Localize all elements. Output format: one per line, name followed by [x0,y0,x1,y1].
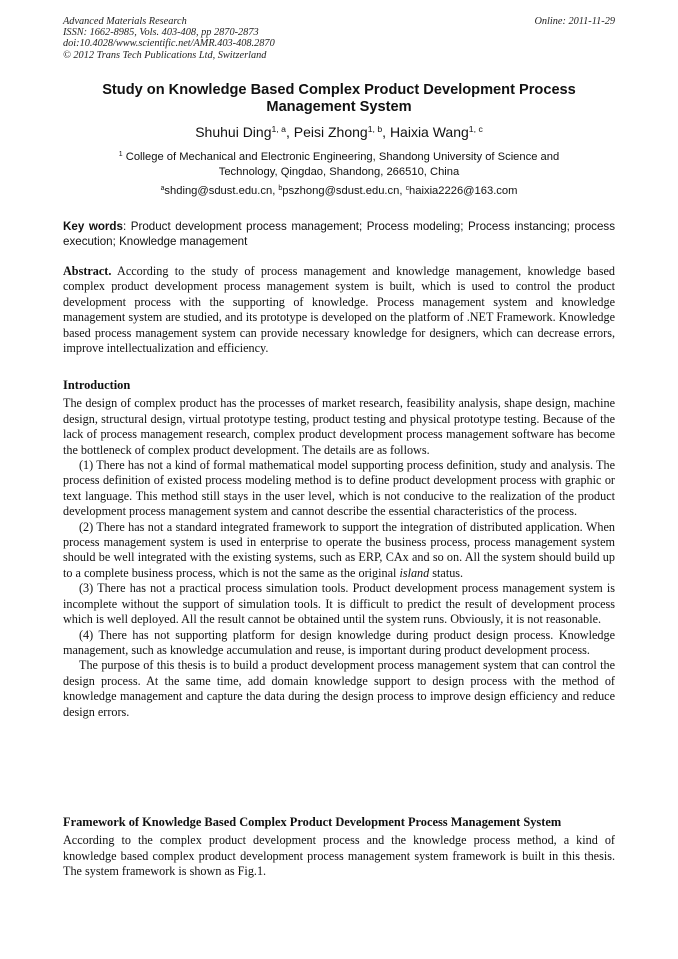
author-name: Shuhui Ding [195,124,272,140]
framework-heading: Framework of Knowledge Based Complex Product Development Process Management System [63,815,562,829]
paragraph: The design of complex product has the processes of market research, feasibility analysis, shape design, machine design, structural design, virtual prototype testing, product testing and physical prototype testing. Because of the lack of process management research, complex product development process management software has become the bottleneck of complex product development. The details are as follows. [63,396,615,457]
title-line-1: Study on Knowledge Based Complex Product Development Process [102,82,576,98]
framework-section [63,815,615,880]
email-list [63,184,615,199]
abstract-label: Abstract. [63,264,112,278]
issn-line: ISSN: 1662-8985, Vols. 403-408, pp 2870-2873 [63,27,259,39]
affiliation-mark: 1 [118,151,123,159]
affiliation [70,150,608,180]
email-mark: b [278,185,283,193]
title-line-2: Management System [266,99,412,115]
introduction-heading: Introduction [63,378,131,392]
affiliation-line-2: Technology, Qingdao, Shandong, 266510, China [218,166,460,178]
author-mark: 1, a [271,124,286,135]
email-link[interactable]: shding@sdust.edu.cn [164,185,273,197]
author-separator: , [285,124,294,140]
journal-name: Advanced Materials Research [63,16,187,27]
online-date: Online: 2011-11-29 [534,16,615,27]
email-separator: , [399,185,406,197]
journal-header [63,16,483,61]
paragraph: (3) There has not a practical process simulation tools. Product development process management system is incomplete without the support of simulation tools. It is difficult to predict the result of development process which is well deployed. All the result cannot be obtained until the system runs. Obviously, it is not reasonable. [63,581,615,627]
email-mark: a [160,185,165,193]
author-mark: 1, c [468,124,483,135]
email-link[interactable]: pszhong@sdust.edu.cn [282,185,400,197]
keywords [63,220,615,249]
author-name: Peisi Zhong [293,124,368,140]
email-separator: , [272,185,279,197]
paragraph: According to the complex product development process and the knowledge process method, a kind of knowledge based complex product development process management system framework is built in this thesis. The system framework is shown as Fig.1. [63,833,615,879]
introduction-section [63,378,615,720]
paragraph: (4) There has not supporting platform for design knowledge during product design process. Knowledge management, such as knowledge accumulation and reuse, is important during product development process. [63,627,615,657]
copyright-line: © 2012 Trans Tech Publications Ltd, Switzerland [63,49,267,61]
emphasis-island: island [399,565,430,580]
affiliation-line-1: College of Mechanical and Electronic Engineering, Shandong University of Science and [125,151,560,163]
paper-title [63,82,615,116]
author-mark: 1, b [367,124,383,135]
email-mark: c [405,185,410,193]
keywords-label: Key words [63,220,123,233]
author-separator: , [382,124,390,140]
author-list [63,124,615,141]
email-link[interactable]: haixia2226@163.com [409,185,518,197]
paragraph: (2) There has not a standard integrated framework to support the integration of distributed application. When process management system is used in enterprise to operate the business process, process management system should be well integrated with the existing systems, such as ERP, CAx and so on. All the system should build up to a complete business process, which is not the same as the original island status. [63,519,615,580]
keywords-text: : Product development process management; Process modeling; Process instancing; process execution; Knowledge management [63,220,616,248]
paragraph: (1) There has not a kind of formal mathematical model supporting process definition, study and analysis. The process definition of existed process modeling method is to define product development process with graphic or text language. This method still stays in the user level, which is not conducive to the realization of the product development process management system and cannot describe the essential characteristics of the process. [63,458,615,519]
paragraph: The purpose of this thesis is to build a product development process management system that can control the design process. At the same time, add domain knowledge support to design process with the method of knowledge management and capture the data during the design process to improve design efficiency and reduce design errors. [63,658,615,719]
doi-line: doi:10.4028/www.scientific.net/AMR.403-408.2870 [63,38,275,50]
author-name: Haixia Wang [389,124,469,140]
abstract-text: According to the study of process management and knowledge management, knowledge based complex product development process management system is built, which is used to control the product development process with the supporting of knowledge. Process management system and knowledge management system are studied, and its prototype is developed on the platform of .NET Framework. Knowledge based process management system can provide necessary knowledge for designers, which can decrease errors, improve intellectualization and efficiency. [63,264,615,356]
abstract [63,264,615,356]
